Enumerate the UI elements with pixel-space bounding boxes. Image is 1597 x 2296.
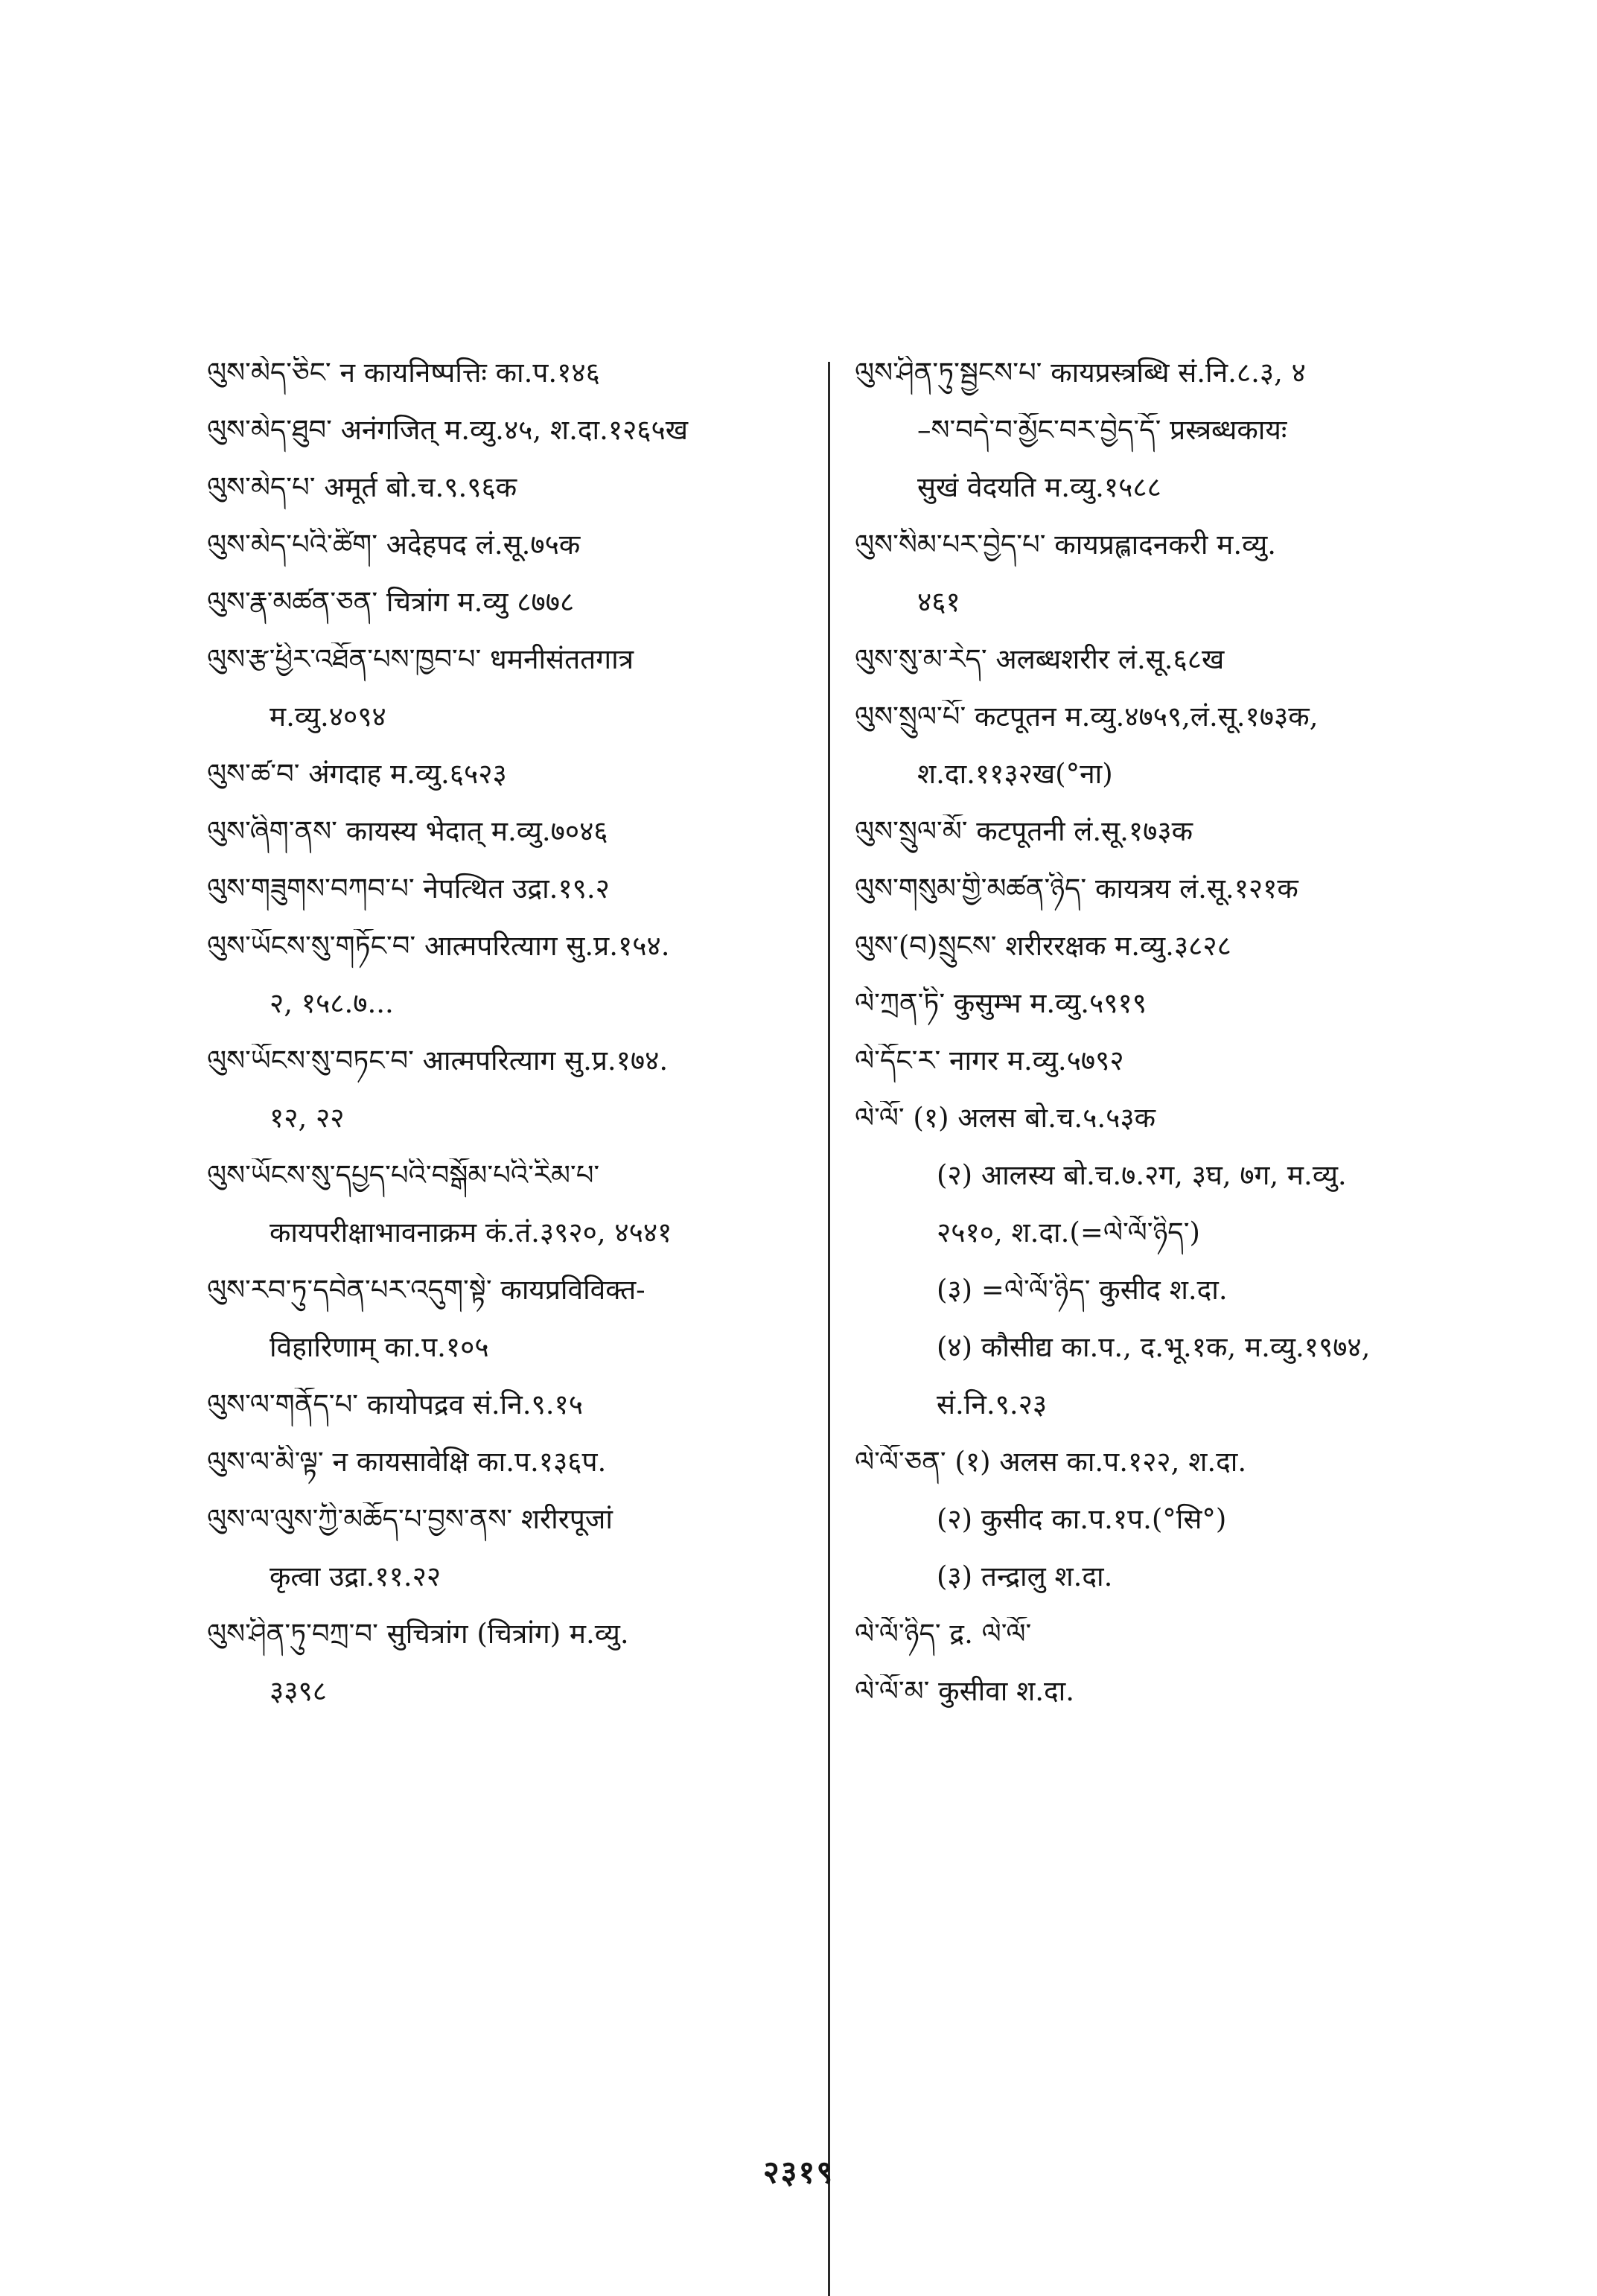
entry-line: ལུས་སིམ་པར་བྱེད་པ་ कायप्रह्लादनकरी म.व्यु.	[855, 529, 1277, 561]
entry-line: ལུས་མེད་པ་ अमूर्त बो.च.९.९६क	[207, 471, 517, 503]
entry-line: ལེ་ལོ་ཅན་ (१) अलस का.प.१२२, श.दा.	[855, 1446, 1247, 1478]
entry-line: ལུས་ལ་ལུས་ཀྱི་མཆོད་པ་བྱས་ནས་ शरीरपूजां	[207, 1503, 613, 1535]
entry-line: ལེ་ཀྲན་ཏི་ कुसुम्भ म.व्यु.५९१९	[855, 987, 1147, 1019]
entry-continuation: –ས་བདེ་བ་མྱོང་བར་བྱེད་དོ་ प्रस्त्रब्धकायः	[917, 414, 1287, 446]
entry-line: ལུས་རྩ་ཕྱིར་འཐོན་པས་ཁྱབ་པ་ धमनीसंततगात्र	[207, 643, 634, 675]
sense-line: (२) कुसीद का.प.१प.(°सि°)	[937, 1503, 1227, 1535]
sense-line: (४) कौसीद्य का.प., द.भू.१क, म.व्यु.१९७४,	[937, 1331, 1371, 1363]
entry-line: ལུས་མེད་ཐུབ་ अनंगजित् म.व्यु.४५, श.दा.१२६५ख	[207, 414, 689, 446]
page-number: २३१९	[762, 2154, 835, 2190]
entry-continuation: कृत्वा उद्रा.११.२२	[270, 1560, 442, 1592]
column-divider	[828, 362, 830, 2296]
entry-line: ལུས་རབ་ཏུ་དབེན་པར་འདུག་སྟེ་ कायप्रविविक्त-	[207, 1274, 646, 1306]
entry-line: ལུས་མེད་པའི་ཚིག་ अदेहपद लं.सू.७५क	[207, 529, 581, 561]
entry-line: ལུས་སུ་མ་རེད་ अलब्धशरीर लं.सू.६८ख	[855, 643, 1225, 675]
entry-continuation: ४६१	[917, 586, 960, 618]
entry-line: ལུས་སྲུལ་མོ་ कटपूतनी लं.सू.१७३क	[855, 815, 1193, 847]
entry-continuation: सं.नि.९.२३	[937, 1388, 1048, 1420]
entry-line: ལུས་ཚ་བ་ अंगदाह म.व्यु.६५२३	[207, 758, 507, 790]
entry-line: ལུས་ཡོངས་སུ་དཔྱད་པའི་བསྒོམ་པའི་རིམ་པ་	[207, 1159, 600, 1191]
entry-continuation: कायपरीक्षाभावनाक्रम कं.तं.३९२०, ४५४१	[270, 1216, 672, 1249]
entry-line: ལུས་ཤིན་ཏུ་བཀྲ་བ་ सुचित्रांग (चित्रांग) म.व्यु.	[207, 1618, 629, 1650]
entry-line: ལེ་ལོ་ (१) अलस बो.च.५.५३क	[855, 1102, 1156, 1134]
entry-line: ལུས་ལ་མི་ལྟ་ न कायसावेक्षि का.प.१३६प.	[207, 1446, 607, 1478]
entry-continuation: २५१०, श.दा.(=ལེ་ལོ་ཉིད་)	[937, 1216, 1200, 1249]
entry-line: ལུས་རྣ་མཚན་ཅན་ चित्रांग म.व्यु ८७७८	[207, 586, 575, 618]
entry-line: ལུས་ཞིག་ནས་ कायस्य भेदात् म.व्यु.७०४६	[207, 815, 608, 847]
entry-continuation: म.व्यु.४०९४	[270, 701, 386, 733]
entry-line: ལུས་ཡོངས་སུ་གཏོང་བ་ आत्मपरित्याग सु.प्र.१५४.	[207, 930, 670, 962]
entry-continuation: १२, २२	[270, 1102, 345, 1134]
entry-line: ལུས་མེད་ཅིང་ न कायनिष्पत्तिः का.प.१४६	[207, 357, 600, 389]
entry-continuation: ३३९८	[270, 1675, 327, 1707]
entry-continuation: विहारिणाम् का.प.१०५	[270, 1331, 489, 1363]
entry-line: ལེ་ལོ་ཉིད་ द्र. ལེ་ལོ་	[855, 1618, 1032, 1650]
entry-line: ལུས་ཤིན་ཏུ་སྦྱངས་པ་ कायप्रस्त्रब्धि सं.नि.८.३, ४	[855, 357, 1306, 389]
entry-line: ལུས་གཟུགས་བཀབ་པ་ नेपत्थित उद्रा.१९.२	[207, 873, 610, 905]
entry-line: ལུས་ཡོངས་སུ་བཏང་བ་ आत्मपरित्याग सु.प्र.१७४.	[207, 1045, 669, 1077]
right-column	[855, 356, 1435, 1732]
sense-line: (३) =ལེ་ལོ་ཉིད་ कुसीद श.दा.	[937, 1274, 1228, 1306]
entry-line: ལུས་སྲུལ་པོ་ कटपूतन म.व्यु.४७५९,लं.सू.१७३क,	[855, 701, 1319, 733]
sense-line: (२) आलस्य बो.च.७.२ग, ३घ, ७ग, म.व्यु.	[937, 1159, 1347, 1191]
left-column	[207, 356, 809, 1732]
entry-continuation: श.दा.११३२ख(°ना)	[917, 758, 1113, 790]
entry-line: ལེ་ལོ་མ་ कुसीवा श.दा.	[855, 1675, 1075, 1707]
entry-continuation: सुखं वेदयति म.व्यु.१५८८	[917, 471, 1161, 503]
entry-line: ལུས་(བ)སྲུངས་ शरीररक्षक म.व्यु.३८२८	[855, 930, 1231, 962]
sense-line: (३) तन्द्रालु श.दा.	[937, 1560, 1113, 1592]
entry-continuation: २, १५८.७...	[270, 987, 394, 1019]
entry-line: ལེ་དོང་ར་ नागर म.व्यु.५७९२	[855, 1045, 1124, 1077]
entry-line: ལུས་གསུམ་གྱི་མཚན་ཉིད་ कायत्रय लं.सू.१२१क	[855, 873, 1298, 905]
entry-line: ལུས་ལ་གནོད་པ་ कायोपद्रव सं.नि.९.१५	[207, 1388, 583, 1420]
